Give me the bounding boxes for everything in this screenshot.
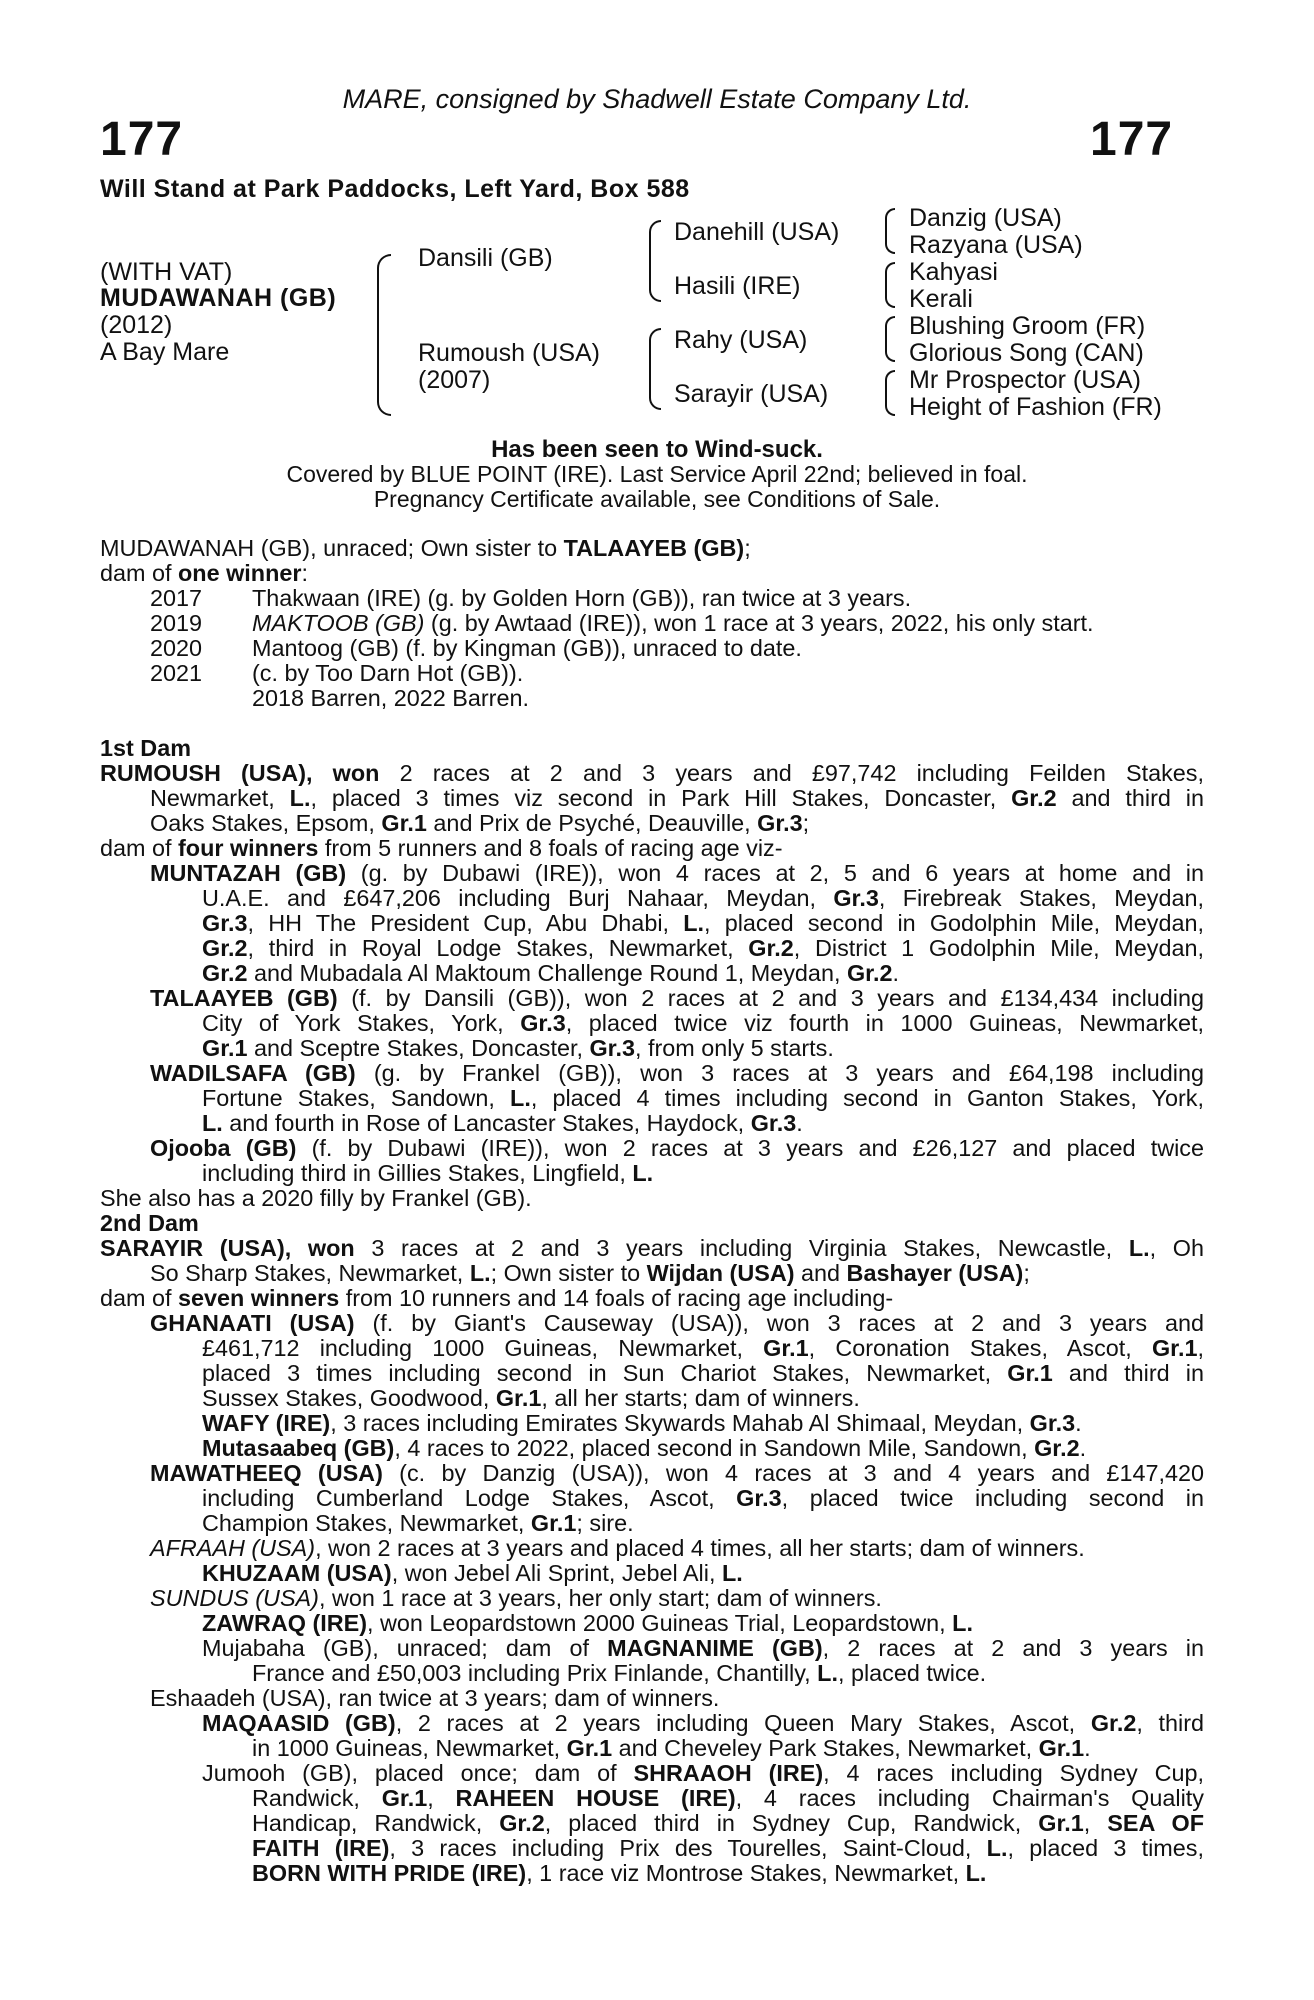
produce-talaayeb: City of York Stakes, York, Gr.3, placed twice viz fourth in 1000 Guineas, Newmarket, — [202, 1010, 1204, 1036]
lot-number-left: 177 — [100, 113, 184, 166]
brace-parents — [377, 254, 391, 416]
produce-eshaadeh: Eshaadeh (USA), ran twice at 3 years; dam of winners. — [150, 1685, 720, 1711]
produce-jumooh: Jumooh (GB), placed once; dam of SHRAAOH (IRE), 4 races including Sydney Cup, — [202, 1760, 1204, 1786]
first-dam-line: RUMOUSH (USA), won 2 races at 2 and 3 years and £97,742 including Feilden Stakes, — [100, 760, 1204, 786]
produce-muntazah: U.A.E. and £647,206 including Burj Nahaar, Meydan, Gr.3, Firebreak Stakes, Meydan, — [202, 885, 1205, 911]
produce-entry: 2018 Barren, 2022 Barren. — [252, 685, 529, 711]
produce-talaayeb: TALAAYEB (GB) (f. by Dansili (GB)), won 2 races at 2 and 3 years and £134,434 including — [150, 985, 1205, 1011]
dam-name: Rumoush (USA) — [418, 339, 600, 367]
produce-mawatheeq: Champion Stakes, Newmarket, Gr.1; sire. — [202, 1510, 634, 1536]
produce-khuzaam: KHUZAAM (USA), won Jebel Ali Sprint, Jebel Ali, L. — [202, 1560, 743, 1586]
produce-mawatheeq: MAWATHEEQ (USA) (c. by Danzig (USA)), won 4 races at 3 and 4 years and £147,420 — [150, 1460, 1204, 1486]
lot-number-right: 177 — [1090, 113, 1174, 166]
produce-jumooh: BORN WITH PRIDE (IRE), 1 race viz Montrose Stakes, Newmarket, L. — [252, 1860, 987, 1886]
consignor-line: MARE, consigned by Shadwell Estate Company Ltd. — [342, 84, 972, 114]
dam-dam: Sarayir (USA) — [674, 380, 829, 408]
grandsire-3: Blushing Groom (FR) — [909, 312, 1146, 340]
granddam-3: Glorious Song (CAN) — [909, 339, 1144, 367]
sire-sire: Danehill (USA) — [674, 218, 840, 246]
produce-muntazah: MUNTAZAH (GB) (g. by Dubawi (IRE)), won 4 races at 2, 5 and 6 years at home and in — [150, 860, 1204, 886]
produce-maqaasid: MAQAASID (GB), 2 races at 2 years including Queen Mary Stakes, Ascot, Gr.2, third — [202, 1710, 1205, 1736]
windsuck-note: Has been seen to Wind-suck. — [491, 436, 823, 463]
produce-muntazah: Gr.3, HH The President Cup, Abu Dhabi, L., placed second in Godolphin Mile, Meydan, — [202, 910, 1204, 936]
brace-sire — [649, 220, 661, 302]
produce-jumooh: Randwick, Gr.1, RAHEEN HOUSE (IRE), 4 races including Chairman's Quality — [252, 1785, 1204, 1811]
covered-note: Covered by BLUE POINT (IRE). Last Service April 22nd; believed in foal. — [286, 461, 1028, 487]
sire-name: Dansili (GB) — [418, 244, 553, 272]
granddam-1: Razyana (USA) — [909, 231, 1083, 259]
horse-name: MUDAWANAH (GB) — [100, 284, 337, 312]
second-dam-line: dam of seven winners from 10 runners and 14 foals of racing age including- — [100, 1285, 894, 1311]
produce-jumooh: FAITH (IRE), 3 races including Prix des Tourelles, Saint-Cloud, L., placed 3 times, — [252, 1835, 1204, 1861]
produce-talaayeb: Gr.1 and Sceptre Stakes, Doncaster, Gr.3, from only 5 starts. — [202, 1035, 834, 1061]
produce-year: 2021 — [150, 660, 203, 686]
foaling-year: (2012) — [100, 311, 173, 339]
produce-mawatheeq: including Cumberland Lodge Stakes, Ascot, Gr.3, placed twice including second in — [202, 1485, 1204, 1511]
produce-sundus: SUNDUS (USA), won 1 race at 3 years, her only start; dam of winners. — [150, 1585, 882, 1611]
produce-entry: Mantoog (GB) (f. by Kingman (GB)), unraced to date. — [252, 635, 802, 661]
produce-maqaasid: in 1000 Guineas, Newmarket, Gr.1 and Cheveley Park Stakes, Newmarket, Gr.1. — [252, 1735, 1091, 1761]
produce-mutasaabeq: Mutasaabeq (GB), 4 races to 2022, placed second in Sandown Mile, Sandown, Gr.2. — [202, 1435, 1087, 1461]
vat-note: (WITH VAT) — [100, 258, 233, 286]
second-dam-line: SARAYIR (USA), won 3 races at 2 and 3 years including Virginia Stakes, Newcastle, L., Oh — [100, 1235, 1204, 1261]
brace-dam — [649, 328, 661, 410]
produce-jumooh: Handicap, Randwick, Gr.2, placed third in Sydney Cup, Randwick, Gr.1, SEA OF — [252, 1810, 1204, 1836]
granddam-2: Kerali — [909, 285, 973, 313]
produce-muntazah: Gr.2, third in Royal Lodge Stakes, Newmarket, Gr.2, District 1 Godolphin Mile, Meydan, — [202, 935, 1204, 961]
grandsire-4: Mr Prospector (USA) — [909, 366, 1141, 394]
produce-afraah: AFRAAH (USA), won 2 races at 3 years and placed 4 times, all her starts; dam of winners. — [150, 1535, 1085, 1561]
produce-year: 2019 — [150, 610, 203, 636]
produce-mujabaha: France and £50,003 including Prix Finlande, Chantilly, L., placed twice. — [252, 1660, 987, 1686]
produce-ghanaati: GHANAATI (USA) (f. by Giant's Causeway (USA)), won 3 races at 2 and 3 years and — [150, 1310, 1204, 1336]
also-note: She also has a 2020 filly by Frankel (GB). — [100, 1185, 532, 1211]
produce-muntazah: Gr.2 and Mubadala Al Maktoum Challenge Round 1, Meydan, Gr.2. — [202, 960, 899, 986]
produce-ghanaati: Sussex Stakes, Goodwood, Gr.1, all her starts; dam of winners. — [202, 1385, 860, 1411]
produce-year: 2017 — [150, 585, 203, 611]
produce-zawraq: ZAWRAQ (IRE), won Leopardstown 2000 Guineas Trial, Leopardstown, L. — [202, 1610, 973, 1636]
produce-entry: MAKTOOB (GB) (g. by Awtaad (IRE)), won 1 race at 3 years, 2022, his only start. — [252, 610, 1094, 636]
first-dam-heading: 1st Dam — [100, 735, 192, 761]
dam-year: (2007) — [418, 366, 491, 394]
produce-wafy: WAFY (IRE), 3 races including Emirates Skywards Mahab Al Shimaal, Meydan, Gr.3. — [202, 1410, 1082, 1436]
produce-wadilsafa: L. and fourth in Rose of Lancaster Stakes, Haydock, Gr.3. — [202, 1110, 803, 1136]
intro-line-1: MUDAWANAH (GB), unraced; Own sister to TALAAYEB (GB); — [100, 535, 751, 561]
produce-year: 2020 — [150, 635, 203, 661]
dam-sire: Rahy (USA) — [674, 326, 808, 354]
grandsire-2: Kahyasi — [909, 258, 998, 286]
first-dam-line: Oaks Stakes, Epsom, Gr.1 and Prix de Psyché, Deauville, Gr.3; — [150, 810, 810, 836]
sire-dam: Hasili (IRE) — [674, 272, 801, 300]
brace-g3 — [885, 316, 895, 362]
brace-g4 — [885, 370, 895, 416]
brace-g2 — [885, 262, 895, 308]
produce-mujabaha: Mujabaha (GB), unraced; dam of MAGNANIME (GB), 2 races at 2 and 3 years in — [202, 1635, 1205, 1661]
stand-location: Will Stand at Park Paddocks, Left Yard, Box 588 — [100, 175, 690, 203]
second-dam-heading: 2nd Dam — [100, 1210, 199, 1236]
produce-entry: (c. by Too Darn Hot (GB)). — [252, 660, 524, 686]
first-dam-line: dam of four winners from 5 runners and 8 foals of racing age viz- — [100, 835, 783, 861]
intro-line-2: dam of one winner: — [100, 560, 308, 586]
produce-ojooba: including third in Gillies Stakes, Lingfield, L. — [202, 1160, 654, 1186]
second-dam-line: So Sharp Stakes, Newmarket, L.; Own sister to Wijdan (USA) and Bashayer (USA); — [150, 1260, 1030, 1286]
produce-entry: Thakwaan (IRE) (g. by Golden Horn (GB)), ran twice at 3 years. — [252, 585, 912, 611]
first-dam-line: Newmarket, L., placed 3 times viz second in Park Hill Stakes, Doncaster, Gr.2 and third in — [150, 785, 1205, 811]
produce-ghanaati: £461,712 including 1000 Guineas, Newmarket, Gr.1, Coronation Stakes, Ascot, Gr.1, — [202, 1335, 1204, 1361]
produce-ghanaati: placed 3 times including second in Sun Chariot Stakes, Newmarket, Gr.1 and third in — [202, 1360, 1204, 1386]
produce-wadilsafa: WADILSAFA (GB) (g. by Frankel (GB)), won 3 races at 3 years and £64,198 including — [150, 1060, 1204, 1086]
produce-ojooba: Ojooba (GB) (f. by Dubawi (IRE)), won 2 races at 3 years and £26,127 and placed twice — [150, 1135, 1204, 1161]
granddam-4: Height of Fashion (FR) — [909, 393, 1162, 421]
brace-g1 — [885, 208, 895, 254]
grandsire-1: Danzig (USA) — [909, 204, 1062, 232]
horse-description: A Bay Mare — [100, 338, 230, 366]
pregnancy-note: Pregnancy Certificate available, see Conditions of Sale. — [373, 486, 941, 512]
produce-wadilsafa: Fortune Stakes, Sandown, L., placed 4 times including second in Ganton Stakes, York, — [202, 1085, 1204, 1111]
